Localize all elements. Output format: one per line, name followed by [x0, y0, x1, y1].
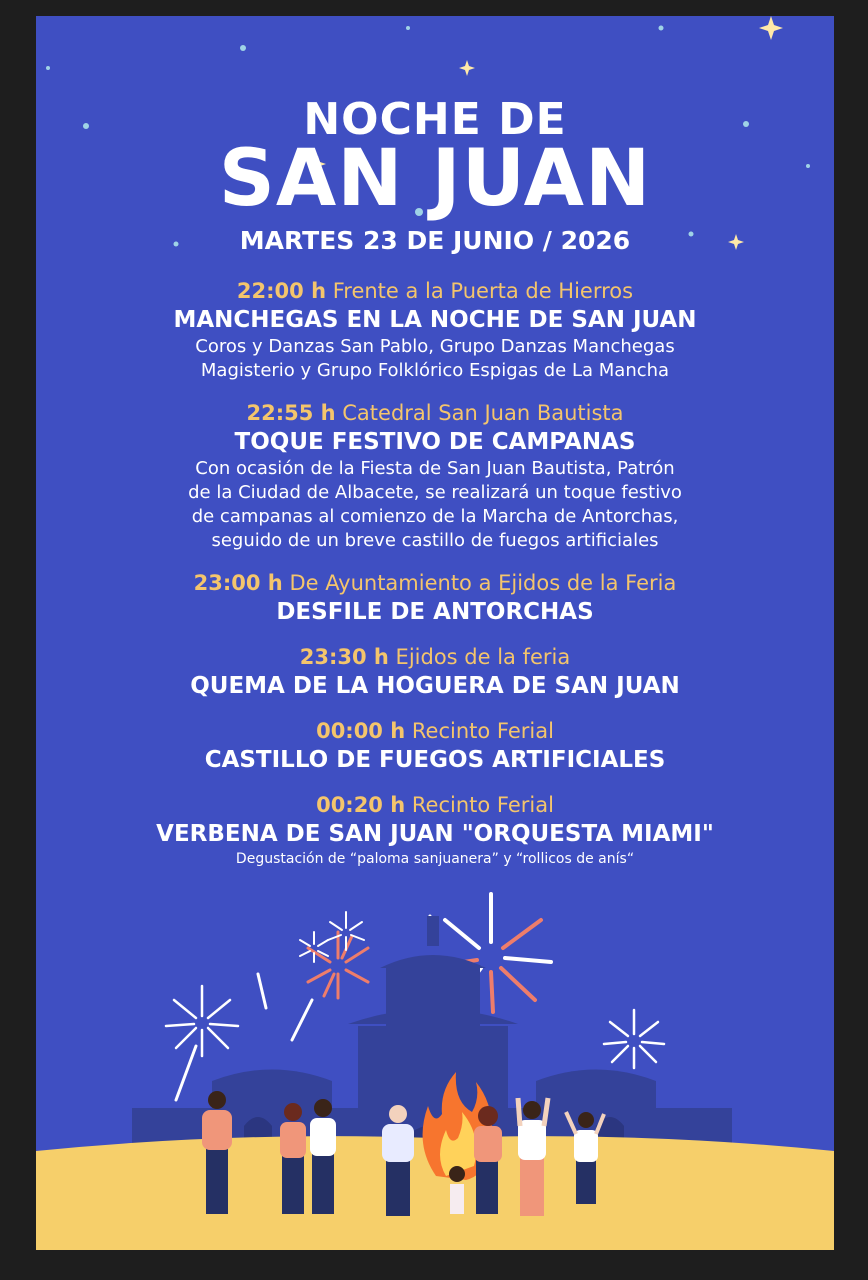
event-time-place	[36, 570, 834, 597]
event-list	[36, 278, 834, 886]
star-dot	[46, 66, 50, 70]
event-time: 22:55 h	[246, 401, 336, 425]
event-note: Degustación de “paloma sanjuanera” y “rollicos de anís“	[235, 851, 635, 867]
event-name: CASTILLO DE FUEGOS ARTIFICIALES	[204, 747, 666, 773]
event-name: TOQUE FESTIVO DE CAMPANAS	[234, 429, 636, 455]
event-item	[36, 278, 834, 383]
event-time: 00:20 h	[316, 793, 406, 817]
event-time-place	[36, 718, 834, 745]
title-line-2: SAN JUAN	[218, 134, 652, 224]
event-place: Frente a la Puerta de Hierros	[332, 279, 634, 303]
event-place: Ejidos de la feria	[395, 645, 571, 669]
event-item	[36, 644, 834, 701]
star-icon	[459, 60, 475, 76]
bonfire-scene-illustration	[36, 876, 834, 1250]
event-time: 23:30 h	[299, 645, 389, 669]
event-name: QUEMA DE LA HOGUERA DE SAN JUAN	[190, 673, 680, 699]
event-item	[36, 570, 834, 627]
event-description: Coros y Danzas San Pablo, Grupo Danzas Manchegas Magisterio y Grupo Folklórico Espigas de La Mancha	[195, 336, 675, 381]
event-time: 23:00 h	[193, 571, 283, 595]
person-figure	[449, 1166, 465, 1214]
event-time-place	[36, 400, 834, 427]
event-name: MANCHEGAS EN LA NOCHE DE SAN JUAN	[173, 307, 697, 333]
star-dot	[659, 26, 664, 31]
event-time-place	[36, 644, 834, 671]
event-place: De Ayuntamiento a Ejidos de la Feria	[289, 571, 677, 595]
event-item	[36, 400, 834, 553]
event-time: 00:00 h	[316, 719, 406, 743]
star-dot	[240, 45, 246, 51]
event-name: VERBENA DE SAN JUAN "ORQUESTA MIAMI"	[156, 821, 714, 847]
event-name: DESFILE DE ANTORCHAS	[276, 599, 594, 625]
event-place: Recinto Ferial	[411, 793, 554, 817]
event-place: Catedral San Juan Bautista	[342, 401, 624, 425]
event-date: MARTES 23 DE JUNIO / 2026	[239, 226, 631, 255]
event-place: Recinto Ferial	[411, 719, 554, 743]
event-description: Con ocasión de la Fiesta de San Juan Bautista, Patrón de la Ciudad de Albacete, se realizará un toque festivo de campanas al comienzo de la Marcha de Antorchas, seguido de un breve castillo de fuegos artificiales	[188, 458, 682, 551]
title-line-1: NOCHE DE	[303, 94, 567, 145]
event-time: 22:00 h	[236, 279, 327, 303]
event-time-place	[36, 792, 834, 819]
event-item	[36, 792, 834, 869]
event-item	[36, 718, 834, 775]
star-dot	[406, 26, 410, 30]
event-time-place	[36, 278, 834, 305]
poster	[36, 16, 834, 1250]
star-icon	[759, 16, 783, 40]
